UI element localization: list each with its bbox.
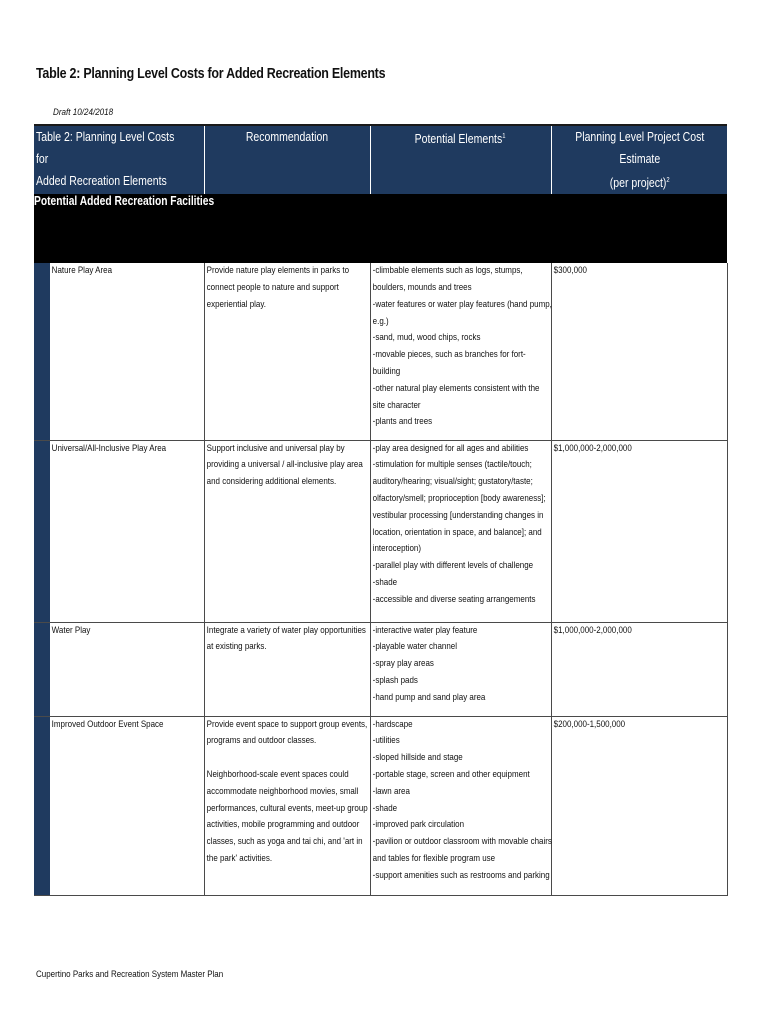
row-element-name	[49, 716, 204, 895]
table-header-row	[34, 125, 727, 194]
row-cost	[551, 263, 727, 440]
cost-text: $200,000-1,500,000	[553, 718, 625, 730]
row-recommendation	[204, 263, 370, 440]
recommendation-text: Neighborhood-scale event spaces could accommodate neighborhood movies, small performances, cultural events, meet-up group activities, mobile programming and outdoor classes, such as yoga and tai chi, and 'art in the park' activities.	[206, 769, 368, 865]
header-cost-line2: (per project)	[609, 176, 666, 191]
table-row	[34, 440, 727, 622]
elements-text: -play area designed for all ages and abilities -stimulation for multiple senses (tactile/touch; auditory/hearing; visual/sight; gustatory/taste; olfactory/smell; proprioception [body awareness]; vestibular processing [understanding changes in location, orientation in space, and balance]; and interoception) -parallel play with different levels of challenge -shade -accessible and diverse seating arrangements	[372, 442, 546, 605]
row-recommendation	[204, 716, 370, 895]
header-title-line1: Table 2: Planning Level Costs for	[36, 130, 175, 166]
cost-text: $1,000,000-2,000,000	[553, 624, 632, 636]
row-name-text: Improved Outdoor Event Space	[51, 718, 163, 730]
table-row	[34, 622, 727, 716]
header-elements-label: Potential Elements	[415, 132, 503, 147]
header-table-title	[34, 125, 204, 194]
row-potential-elements	[370, 622, 551, 716]
page-footer: Cupertino Parks and Recreation System Master Plan	[36, 969, 224, 980]
row-potential-elements	[370, 716, 551, 895]
section-row	[34, 194, 727, 263]
recommendation-text: Support inclusive and universal play by providing a universal / all-inclusive play area and considering additional elements.	[206, 442, 363, 488]
section-title	[34, 194, 727, 263]
header-recommendation-label: Recommendation	[245, 130, 329, 144]
header-cost-line1: Planning Level Project Cost Estimate	[574, 130, 704, 166]
row-recommendation	[204, 440, 370, 622]
row-cost	[551, 622, 727, 716]
header-recommendation	[204, 125, 370, 194]
row-element-name	[49, 440, 204, 622]
row-name-text: Universal/All-Inclusive Play Area	[51, 442, 166, 454]
recommendation-text: Provide nature play elements in parks to connect people to nature and support experiential play.	[206, 265, 349, 310]
row-potential-elements	[370, 440, 551, 622]
costs-table	[34, 124, 728, 896]
section-title-text: Potential Added Recreation Facilities	[34, 194, 215, 209]
recommendation-text: Integrate a variety of water play opportunities at existing parks.	[206, 624, 366, 653]
draft-date: Draft 10/24/2018	[53, 107, 114, 118]
row-name-text: Nature Play Area	[51, 265, 112, 277]
header-cost-estimate	[551, 125, 727, 194]
footnote-1-marker: 1	[502, 133, 506, 140]
recommendation-text: Provide event space to support group events, programs and outdoor classes.	[206, 718, 367, 747]
table-row	[34, 716, 727, 895]
row-stripe	[34, 263, 49, 440]
elements-text: -interactive water play feature -playable water channel -spray play areas -splash pads -hand pump and sand play area	[372, 624, 485, 703]
elements-text: -hardscape -utilities -sloped hillside and stage -portable stage, screen and other equipment -lawn area -shade -improved park circulation -pavilion or outdoor classroom with movable chairs and tables for flexible program use -support amenities such as restrooms and parking	[372, 718, 552, 881]
cost-text: $300,000	[553, 265, 587, 277]
row-potential-elements	[370, 263, 551, 440]
row-stripe	[34, 440, 49, 622]
row-stripe	[34, 716, 49, 895]
row-cost	[551, 716, 727, 895]
row-name-text: Water Play	[51, 624, 90, 636]
row-cost	[551, 440, 727, 622]
row-stripe	[34, 622, 49, 716]
row-recommendation	[204, 622, 370, 716]
header-potential-elements	[370, 125, 551, 194]
cost-text: $1,000,000-2,000,000	[553, 442, 632, 454]
footnote-2-marker: 2	[665, 177, 670, 184]
page-title: Table 2: Planning Level Costs for Added Recreation Elements	[36, 66, 386, 82]
table-row	[34, 263, 727, 440]
row-element-name	[49, 622, 204, 716]
row-element-name	[49, 263, 204, 440]
elements-text: -climbable elements such as logs, stumps, boulders, mounds and trees -water features or water play features (hand pump, e.g.) -sand, mud, wood chips, rocks -movable pieces, such as branches for fort-building -other natural play elements consistent with the site character -plants and trees	[372, 265, 552, 428]
header-title-line2: Added Recreation Elements	[36, 174, 167, 188]
